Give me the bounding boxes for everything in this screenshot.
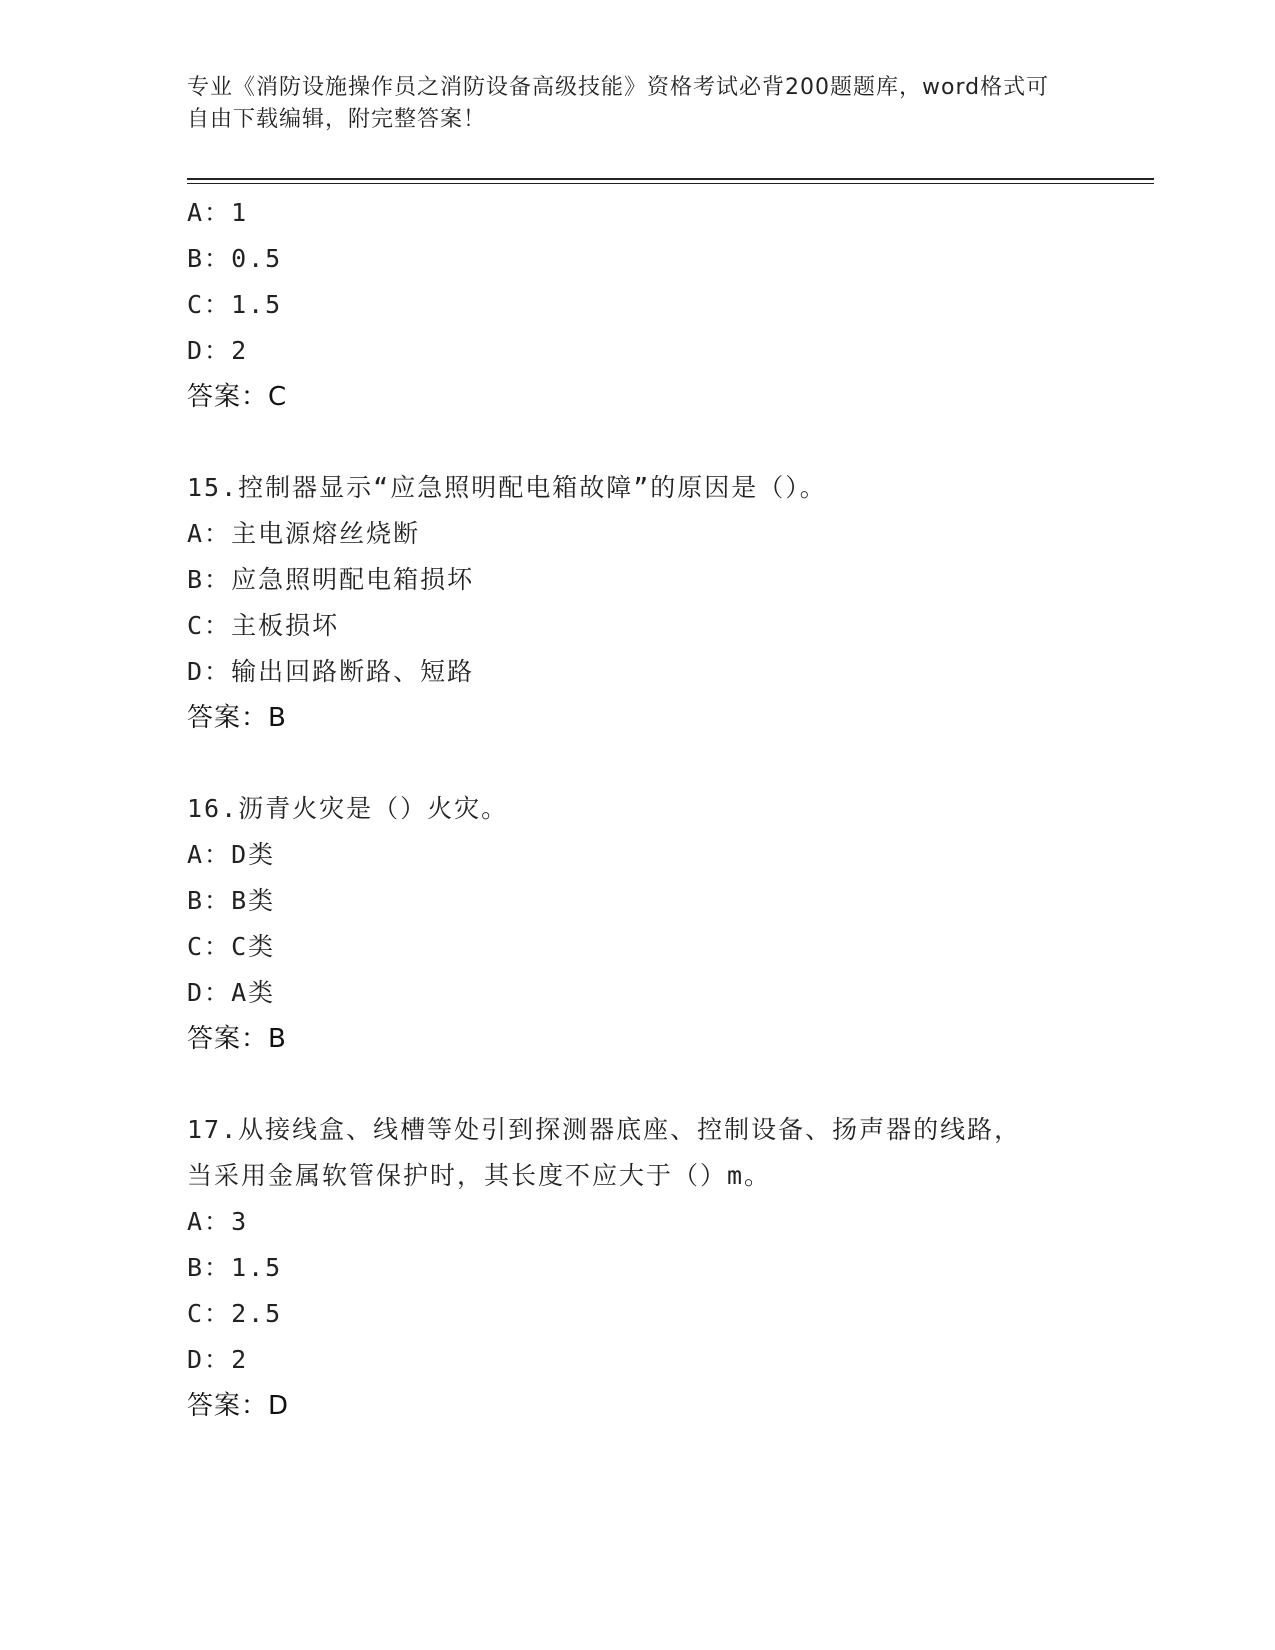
- option-c: C：1.5: [187, 290, 283, 319]
- document-header: 专业《消防设施操作员之消防设备高级技能》资格考试必背200题题库，word格式可自由下载编辑，附完整答案！: [187, 75, 1050, 132]
- option-a: A：D类: [187, 840, 276, 869]
- question-15: [187, 465, 1087, 741]
- answer: 答案：D: [187, 1391, 290, 1421]
- option-d: D：输出回路断路、短路: [187, 657, 475, 686]
- option-d: D：2: [187, 1345, 249, 1374]
- question-14-continuation: [187, 190, 1087, 420]
- answer: 答案：C: [187, 382, 288, 412]
- option-c: C：主板损坏: [187, 611, 340, 640]
- option-a: A：1: [187, 198, 249, 227]
- question-stem: 17.从接线盒、线槽等处引到探测器底座、控制设备、扬声器的线路，当采用金属软管保护时，其长度不应大于（）m。: [187, 1115, 1022, 1190]
- option-b: B：应急照明配电箱损坏: [187, 565, 475, 594]
- header-divider-thin: [187, 183, 1154, 184]
- option-a: A：主电源熔丝烧断: [187, 519, 421, 548]
- question-list: [187, 190, 1087, 1429]
- question-17: [187, 1107, 1087, 1429]
- answer: 答案：B: [187, 703, 287, 733]
- option-a: A：3: [187, 1207, 249, 1236]
- option-b: B：1.5: [187, 1253, 283, 1282]
- question-stem: 16.沥青火灾是（）火灾。: [187, 794, 509, 823]
- option-d: D：A类: [187, 978, 276, 1007]
- answer: 答案：B: [187, 1024, 287, 1054]
- question-16: [187, 786, 1087, 1062]
- option-c: C：2.5: [187, 1299, 283, 1328]
- option-d: D：2: [187, 336, 249, 365]
- option-b: B：B类: [187, 886, 276, 915]
- option-c: C：C类: [187, 932, 276, 961]
- option-b: B：0.5: [187, 244, 283, 273]
- question-stem: 15.控制器显示“应急照明配电箱故障”的原因是（）。: [187, 473, 827, 502]
- header-divider-thick: [187, 178, 1154, 180]
